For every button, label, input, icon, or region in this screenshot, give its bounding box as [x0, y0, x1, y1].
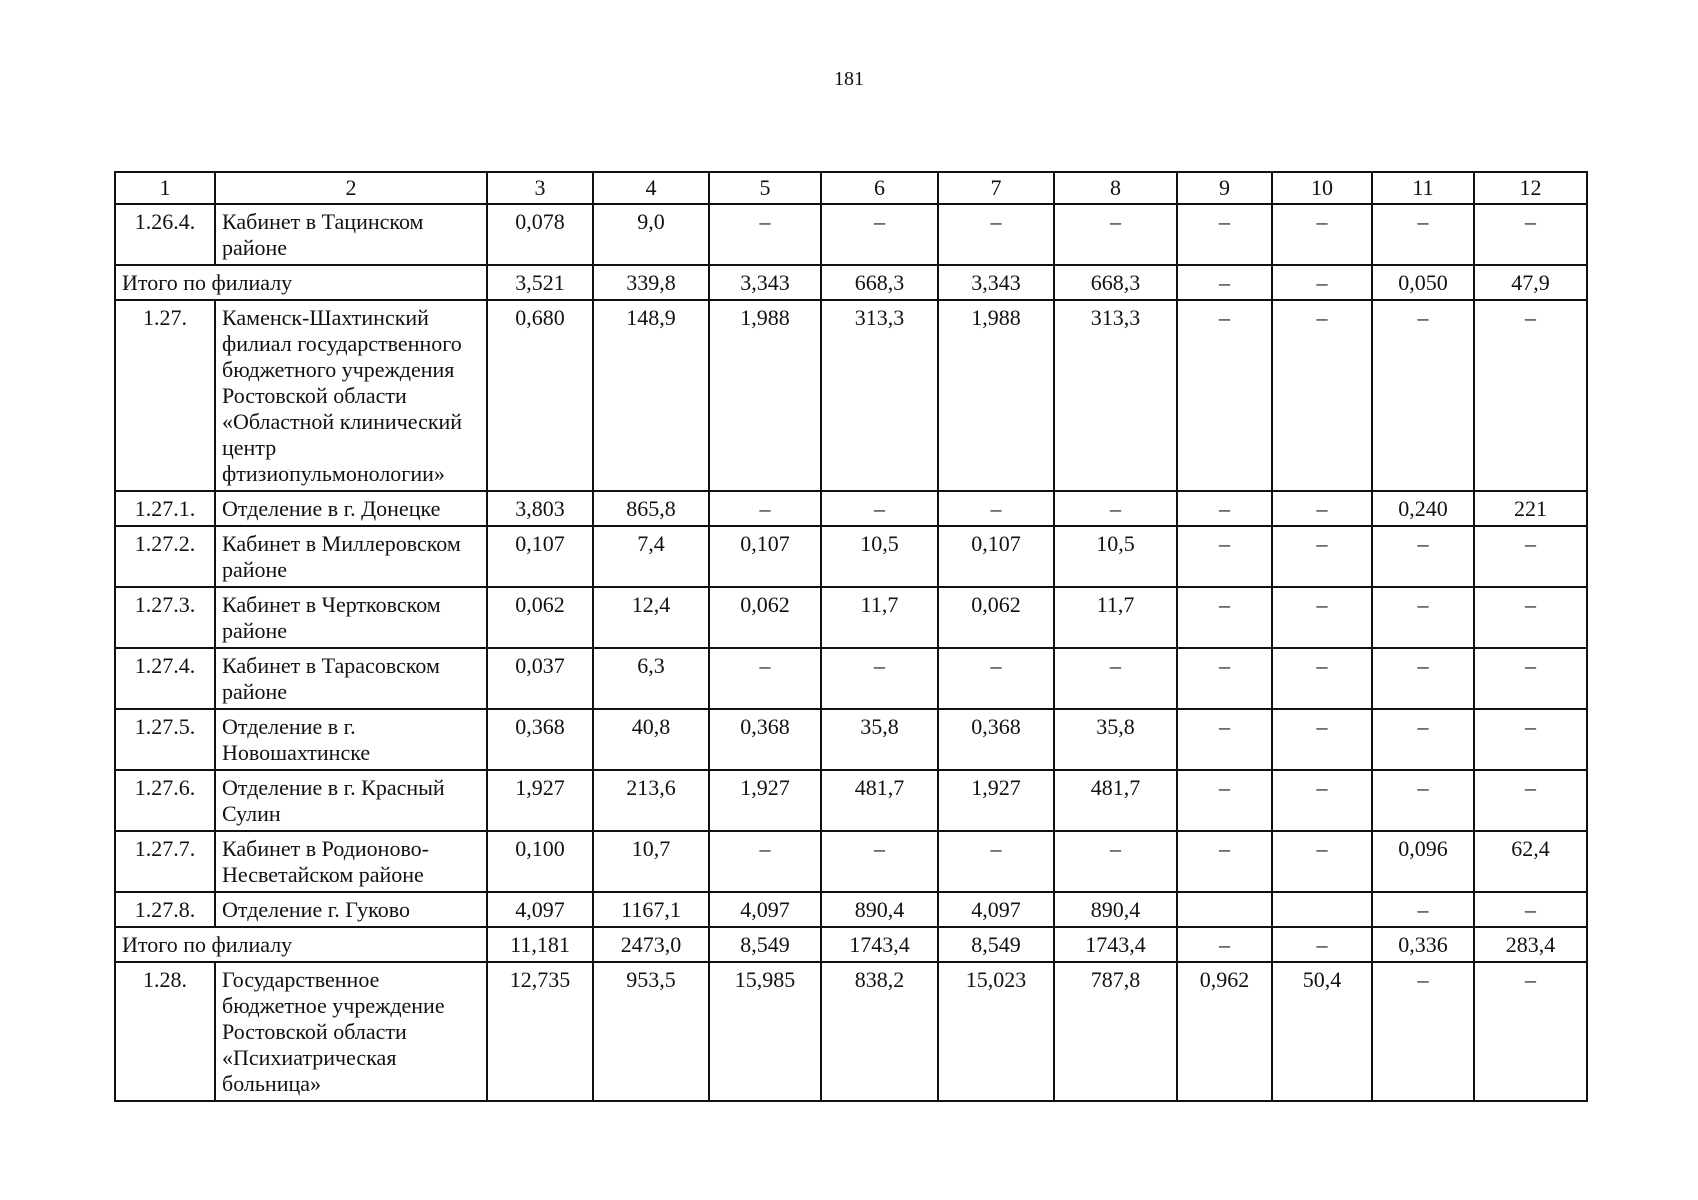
value-cell: 11,7 [1054, 587, 1177, 648]
column-number-row [115, 172, 1587, 204]
value-cell: – [1177, 648, 1272, 709]
value-cell: 3,343 [709, 265, 821, 300]
value-cell: 35,8 [1054, 709, 1177, 770]
value-cell: 2473,0 [593, 927, 709, 962]
value-cell: 838,2 [821, 962, 938, 1101]
row-name: Кабинет в Миллеровском районе [215, 526, 487, 587]
page-number: 181 [834, 68, 864, 90]
value-cell: – [821, 648, 938, 709]
value-cell: – [821, 831, 938, 892]
value-cell: 3,343 [938, 265, 1054, 300]
value-cell: – [1177, 265, 1272, 300]
total-label: Итого по филиалу [115, 927, 487, 962]
column-number: 6 [821, 172, 938, 204]
value-cell: – [1474, 300, 1587, 491]
value-cell: 12,4 [593, 587, 709, 648]
value-cell: – [1054, 204, 1177, 265]
value-cell: 0,336 [1372, 927, 1474, 962]
value-cell: 62,4 [1474, 831, 1587, 892]
value-cell: 4,097 [487, 892, 593, 927]
value-cell: 1,988 [938, 300, 1054, 491]
table-row [115, 204, 1587, 265]
row-name: Отделение в г. Донецке [215, 491, 487, 526]
value-cell: – [1474, 962, 1587, 1101]
value-cell: – [1372, 204, 1474, 265]
value-cell: – [1474, 892, 1587, 927]
value-cell: 148,9 [593, 300, 709, 491]
data-table [114, 171, 1588, 1102]
value-cell: – [1177, 204, 1272, 265]
row-name: Государственное бюджетное учреждение Ростовской области «Психиатрическая больница» [215, 962, 487, 1101]
value-cell: 0,368 [709, 709, 821, 770]
row-number: 1.27.1. [115, 491, 215, 526]
value-cell: 221 [1474, 491, 1587, 526]
row-number: 1.27.3. [115, 587, 215, 648]
table-row [115, 587, 1587, 648]
value-cell: 11,181 [487, 927, 593, 962]
column-number: 5 [709, 172, 821, 204]
table-row [115, 770, 1587, 831]
value-cell: – [1372, 770, 1474, 831]
table-row [115, 526, 1587, 587]
value-cell: – [709, 204, 821, 265]
value-cell: 0,100 [487, 831, 593, 892]
value-cell: 865,8 [593, 491, 709, 526]
value-cell [1272, 892, 1372, 927]
value-cell: – [1372, 709, 1474, 770]
value-cell: – [709, 491, 821, 526]
value-cell: 0,078 [487, 204, 593, 265]
row-number: 1.27.5. [115, 709, 215, 770]
value-cell: 15,985 [709, 962, 821, 1101]
value-cell: 0,096 [1372, 831, 1474, 892]
value-cell: – [1474, 204, 1587, 265]
value-cell: 11,7 [821, 587, 938, 648]
value-cell: 50,4 [1272, 962, 1372, 1101]
row-number: 1.27.6. [115, 770, 215, 831]
row-name: Каменск-Шахтинский филиал государственного бюджетного учреждения Ростовской области «Областной клинический центр фтизиопульмонологии» [215, 300, 487, 491]
value-cell: – [1272, 587, 1372, 648]
value-cell: 787,8 [1054, 962, 1177, 1101]
value-cell: 40,8 [593, 709, 709, 770]
value-cell: – [1272, 526, 1372, 587]
column-number: 8 [1054, 172, 1177, 204]
column-number: 3 [487, 172, 593, 204]
value-cell: 339,8 [593, 265, 709, 300]
value-cell: 1743,4 [1054, 927, 1177, 962]
row-name: Кабинет в Родионово-Несветайском районе [215, 831, 487, 892]
value-cell: 12,735 [487, 962, 593, 1101]
value-cell: 1743,4 [821, 927, 938, 962]
value-cell: 10,5 [821, 526, 938, 587]
value-cell: – [1272, 831, 1372, 892]
value-cell: – [1177, 526, 1272, 587]
row-name: Кабинет в Тацинском районе [215, 204, 487, 265]
value-cell: – [938, 491, 1054, 526]
value-cell: – [1474, 770, 1587, 831]
value-cell: – [1272, 300, 1372, 491]
value-cell: 0,050 [1372, 265, 1474, 300]
row-number: 1.27.2. [115, 526, 215, 587]
row-name: Кабинет в Чертковском районе [215, 587, 487, 648]
value-cell: – [1272, 265, 1372, 300]
value-cell: – [1272, 709, 1372, 770]
column-number: 2 [215, 172, 487, 204]
value-cell: 213,6 [593, 770, 709, 831]
value-cell: – [1272, 927, 1372, 962]
value-cell: 0,062 [709, 587, 821, 648]
value-cell: 0,368 [487, 709, 593, 770]
column-number: 1 [115, 172, 215, 204]
value-cell: – [938, 648, 1054, 709]
value-cell: – [1272, 491, 1372, 526]
value-cell: 10,7 [593, 831, 709, 892]
table-row [115, 709, 1587, 770]
value-cell: 1,927 [709, 770, 821, 831]
row-name: Отделение в г. Красный Сулин [215, 770, 487, 831]
column-number: 7 [938, 172, 1054, 204]
table-row [115, 892, 1587, 927]
value-cell: 35,8 [821, 709, 938, 770]
table-row [115, 831, 1587, 892]
value-cell: – [1474, 709, 1587, 770]
column-number: 12 [1474, 172, 1587, 204]
value-cell: 283,4 [1474, 927, 1587, 962]
value-cell: – [1272, 648, 1372, 709]
column-number: 10 [1272, 172, 1372, 204]
value-cell: 15,023 [938, 962, 1054, 1101]
row-name: Кабинет в Тарасовском районе [215, 648, 487, 709]
value-cell: 0,680 [487, 300, 593, 491]
row-number: 1.26.4. [115, 204, 215, 265]
value-cell: 9,0 [593, 204, 709, 265]
value-cell: 4,097 [709, 892, 821, 927]
table-row [115, 491, 1587, 526]
table-body [115, 172, 1587, 1101]
value-cell: – [709, 648, 821, 709]
value-cell: 1,927 [487, 770, 593, 831]
column-number: 9 [1177, 172, 1272, 204]
total-row [115, 927, 1587, 962]
value-cell: – [1177, 587, 1272, 648]
value-cell: 668,3 [1054, 265, 1177, 300]
value-cell: – [1054, 648, 1177, 709]
row-number: 1.27. [115, 300, 215, 491]
value-cell: 4,097 [938, 892, 1054, 927]
table-row [115, 962, 1587, 1101]
value-cell: – [1372, 648, 1474, 709]
value-cell: – [1372, 892, 1474, 927]
value-cell: – [1177, 300, 1272, 491]
value-cell: – [1474, 526, 1587, 587]
row-number: 1.27.8. [115, 892, 215, 927]
value-cell: – [1054, 491, 1177, 526]
value-cell: 0,037 [487, 648, 593, 709]
value-cell: 1167,1 [593, 892, 709, 927]
value-cell: 0,107 [938, 526, 1054, 587]
row-number: 1.28. [115, 962, 215, 1101]
value-cell: 0,107 [487, 526, 593, 587]
value-cell: 3,803 [487, 491, 593, 526]
value-cell: – [938, 204, 1054, 265]
total-row [115, 265, 1587, 300]
value-cell: 8,549 [709, 927, 821, 962]
value-cell: – [1372, 962, 1474, 1101]
value-cell: – [938, 831, 1054, 892]
value-cell: 481,7 [821, 770, 938, 831]
value-cell: – [821, 204, 938, 265]
value-cell: – [1372, 587, 1474, 648]
value-cell: 1,927 [938, 770, 1054, 831]
value-cell: – [1177, 831, 1272, 892]
value-cell: 313,3 [821, 300, 938, 491]
value-cell: 0,962 [1177, 962, 1272, 1101]
value-cell: – [1474, 648, 1587, 709]
column-number: 11 [1372, 172, 1474, 204]
value-cell: 890,4 [821, 892, 938, 927]
value-cell: 10,5 [1054, 526, 1177, 587]
value-cell: – [1177, 709, 1272, 770]
value-cell: – [1272, 204, 1372, 265]
value-cell: – [821, 491, 938, 526]
value-cell: 481,7 [1054, 770, 1177, 831]
value-cell: – [1054, 831, 1177, 892]
value-cell: 668,3 [821, 265, 938, 300]
row-number: 1.27.7. [115, 831, 215, 892]
value-cell: 953,5 [593, 962, 709, 1101]
row-name: Отделение г. Гуково [215, 892, 487, 927]
value-cell: 0,368 [938, 709, 1054, 770]
value-cell: 0,107 [709, 526, 821, 587]
value-cell: – [1177, 927, 1272, 962]
value-cell: – [1272, 770, 1372, 831]
value-cell: – [1177, 770, 1272, 831]
value-cell: 47,9 [1474, 265, 1587, 300]
value-cell: 0,062 [487, 587, 593, 648]
row-name: Отделение в г. Новошахтинске [215, 709, 487, 770]
value-cell: 313,3 [1054, 300, 1177, 491]
value-cell: 3,521 [487, 265, 593, 300]
value-cell: 7,4 [593, 526, 709, 587]
value-cell: – [709, 831, 821, 892]
row-number: 1.27.4. [115, 648, 215, 709]
value-cell: 0,240 [1372, 491, 1474, 526]
value-cell: 0,062 [938, 587, 1054, 648]
table-row [115, 648, 1587, 709]
value-cell: – [1177, 491, 1272, 526]
table-row [115, 300, 1587, 491]
value-cell: – [1372, 526, 1474, 587]
total-label: Итого по филиалу [115, 265, 487, 300]
value-cell: 890,4 [1054, 892, 1177, 927]
column-number: 4 [593, 172, 709, 204]
value-cell: – [1474, 587, 1587, 648]
value-cell: 6,3 [593, 648, 709, 709]
value-cell: 8,549 [938, 927, 1054, 962]
value-cell [1177, 892, 1272, 927]
value-cell: 1,988 [709, 300, 821, 491]
value-cell: – [1372, 300, 1474, 491]
